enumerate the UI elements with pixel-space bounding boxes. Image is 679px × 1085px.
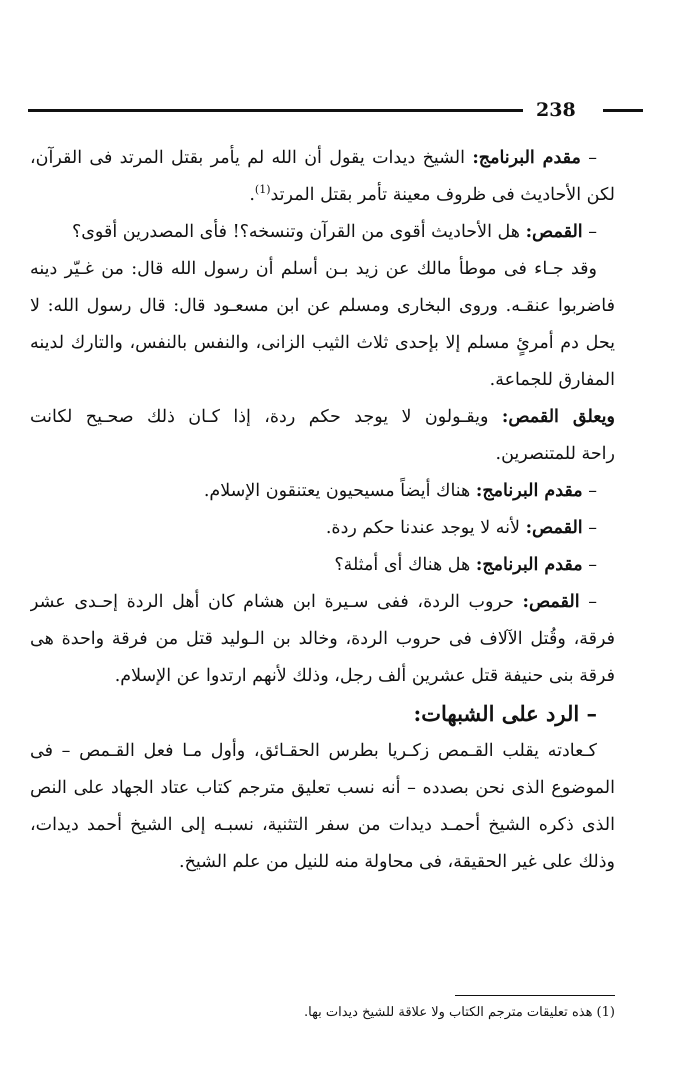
text-line: [30, 473, 615, 510]
line-text: ويقـولون لا يوجد حكم ردة، إذا كـان ذلك صحـيح لكانت: [30, 407, 502, 427]
line-text: فاضربوا عنقـه. وروى البخارى ومسلم عن ابن مسعـود قال: قال رسول الله: لا: [30, 296, 615, 316]
speaker-label: ويعلق القمص:: [501, 407, 615, 427]
dialogue-dash: –: [579, 592, 597, 612]
line-text: وذلك على غير الحقيقة، فى محاولة منه للنيل من علم الشيخ.: [179, 852, 615, 872]
speaker-label: مقدم البرنامج:: [472, 148, 581, 168]
page-number: 238: [536, 99, 576, 121]
text-line: [30, 177, 615, 214]
line-text: حروب الردة، ففى سـيرة ابن هشام كان أهل الردة إحـدى عشر: [30, 592, 523, 612]
line-text: الشيخ ديدات يقول أن الله لم يأمر بقتل المرتد فى القرآن،: [30, 148, 473, 168]
dialogue-dash: –: [582, 518, 597, 538]
text-line: [30, 844, 615, 881]
speaker-label: مقدم البرنامج:: [475, 555, 583, 575]
line-text: كـعادته يقلب القـمص زكـريا بطرس الحقـائق، وأول مـا فعل القـمص – فى: [30, 741, 597, 761]
line-text: هل الأحاديث أقوى من القرآن وتنسخه؟! فأى المصدرين أقوى؟: [71, 222, 526, 242]
line-text: فرقة بنى حنيفة قتل عشرين ألف رجل، وذلك لأنهم ارتدوا عن الإسلام.: [114, 666, 615, 686]
text-line: [30, 325, 615, 362]
text-line: [30, 547, 615, 584]
section-heading: – الرد على الشبهات:: [413, 701, 597, 726]
footnote: (1) هذه تعليقات مترجم الكتاب ولا علاقة للشيخ ديدات بها.: [304, 1005, 615, 1020]
line-text: المفارق للجماعة.: [489, 370, 615, 390]
line-text: وقد جـاء فى موطأ مالك عن زيد بـن أسلم أن رسول الله قال: من غـيّر دينه: [30, 259, 597, 279]
text-line: [30, 621, 615, 658]
text-line: [30, 733, 615, 770]
text-line: [30, 288, 615, 325]
line-text: هل هناك أى أمثلة؟: [334, 555, 476, 575]
speaker-label: مقدم البرنامج:: [475, 481, 583, 501]
page-body: [30, 140, 615, 881]
footnote-marker: (1): [254, 183, 271, 197]
page-number-dash: [603, 109, 643, 112]
dialogue-dash: –: [582, 481, 597, 501]
speaker-label: القمص:: [522, 592, 580, 612]
line-text: لأنه لا يوجد عندنا حكم ردة.: [325, 518, 526, 538]
speaker-label: القمص:: [525, 222, 583, 242]
line-text: راحة للمتنصرين.: [495, 444, 615, 464]
speaker-label: القمص:: [525, 518, 583, 538]
line-text: الذى ذكره الشيخ أحمـد ديدات من سفر التثنية، نسبـه إلى الشيخ أحمد ديدات،: [30, 815, 615, 835]
dialogue-dash: –: [582, 222, 597, 242]
line-text: يحل دم أمرئٍ مسلم إلا بإحدى ثلاث الثيب الزانى، والنفس بالنفس، والتارك لدينه: [30, 333, 615, 353]
line-text: هناك أيضاً مسيحيون يعتنقون الإسلام.: [203, 481, 476, 501]
line-text: الموضوع الذى نحن بصدده – أنه نسب تعليق مترجم كتاب عتاد الجهاد على النص: [30, 778, 615, 798]
text-line: [30, 584, 615, 621]
text-line: [30, 510, 615, 547]
footnote-rule: [455, 995, 615, 996]
dialogue-dash: –: [582, 555, 597, 575]
text-line: [30, 399, 615, 436]
line-tail: .: [249, 185, 255, 205]
text-line: [30, 362, 615, 399]
text-line: [30, 807, 615, 844]
text-line: [30, 140, 615, 177]
line-text: فرقة، وقُتل الآلاف فى حروب الردة، وخالد بن الـوليد قتل من فرقة واحدة هى: [30, 629, 615, 649]
text-line: [30, 658, 615, 695]
header-rule: [28, 109, 523, 112]
dialogue-dash: –: [580, 148, 597, 168]
line-text: لكن الأحاديث فى ظروف معينة تأمر بقتل المرتد: [270, 185, 615, 205]
text-line: [30, 251, 615, 288]
text-line: [30, 214, 615, 251]
text-line: [30, 436, 615, 473]
text-line: [30, 770, 615, 807]
page-header: [28, 96, 618, 126]
